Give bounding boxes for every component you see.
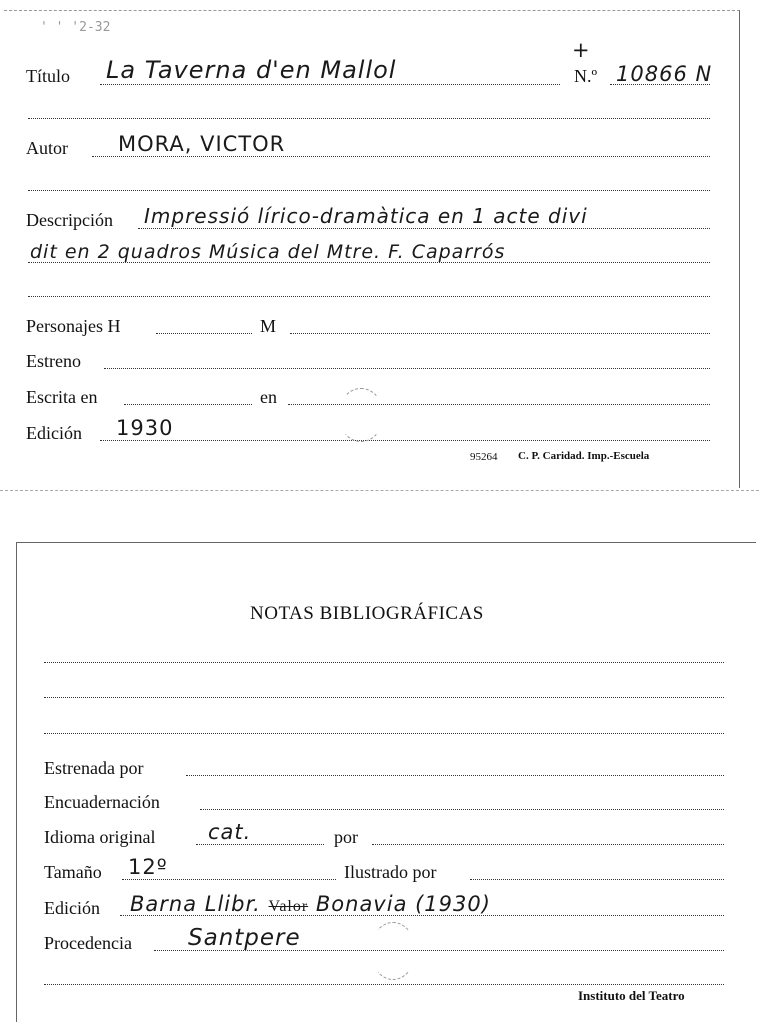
punch-hole-mark [338,388,384,442]
procedencia-value: Santpere [188,925,301,951]
punch-hole-mark-back [370,922,416,980]
edicion-back-value [130,892,491,919]
escrita-label: Escrita en [26,387,98,407]
procedencia-label: Procedencia [44,933,132,953]
notas-line-1 [44,662,724,663]
titulo-extra-line [28,118,710,119]
edicion-back-value-1: Barna Llibr. [130,892,261,916]
edicion-label: Edición [26,423,82,443]
personajes-m-label: M [260,316,277,336]
descripcion-text-1: Impressió lírico-dramàtica en 1 acte divi [144,204,588,228]
personajes-label: Personajes H [26,316,121,336]
card-separator [0,490,759,491]
printer-number: 95264 [470,451,498,463]
reference-mark: ' ' '2-32 [40,20,111,35]
edicion-line [100,440,710,441]
descripcion-label: Descripción [26,210,113,230]
titulo-value: La Taverna d'en Mallol [106,56,397,84]
ilustrado-line [470,879,724,880]
ilustrado-label: Ilustrado por [344,862,437,882]
estreno-label: Estreno [26,351,81,371]
idioma-line [196,844,324,845]
institution-credit: Instituto del Teatro [578,988,685,1003]
escrita-line [124,404,252,405]
idioma-label: Idioma original [44,827,156,847]
tamano-label: Tamaño [44,862,102,882]
notas-heading: NOTAS BIBLIOGRÁFICAS [250,603,484,624]
numero-value: 10866 N [616,62,713,86]
edicion-back-value-struck: Valor [268,898,309,915]
notas-line-3 [44,733,724,734]
bottom-line [44,984,724,985]
notas-line-2 [44,697,724,698]
tamano-line [122,879,336,880]
estreno-line [104,368,710,369]
idioma-por-label: por [334,827,358,847]
autor-label: Autor [26,138,68,158]
descripcion-line-3 [28,296,710,297]
autor-extra-line [28,190,710,191]
numero-label: N.º [574,66,598,86]
encuadernacion-label: Encuadernación [44,792,160,812]
printer-credit: C. P. Caridad. Imp.-Escuela [518,450,650,462]
titulo-line [100,84,560,85]
edicion-value: 1930 [116,416,174,440]
titulo-label: Título [26,66,70,86]
autor-value: MORA, VICTOR [118,132,286,156]
edicion-back-label: Edición [44,898,100,918]
tamano-value: 12º [128,855,168,879]
autor-line [92,156,710,157]
encuadernacion-line [200,809,724,810]
numero-cross: + [572,38,591,62]
descripcion-line-1 [138,228,710,229]
idioma-por-line [372,844,724,845]
estrenada-line [186,775,724,776]
escrita-en-label: en [260,387,277,407]
descripcion-text-2: dit en 2 quadros Música del Mtre. F. Caparrós [30,241,506,263]
personajes-h-line [156,333,252,334]
personajes-m-line [290,333,710,334]
edicion-back-value-2: Bonavia (1930) [315,892,491,916]
idioma-value: cat. [208,820,252,844]
estrenada-label: Estrenada por [44,758,144,778]
